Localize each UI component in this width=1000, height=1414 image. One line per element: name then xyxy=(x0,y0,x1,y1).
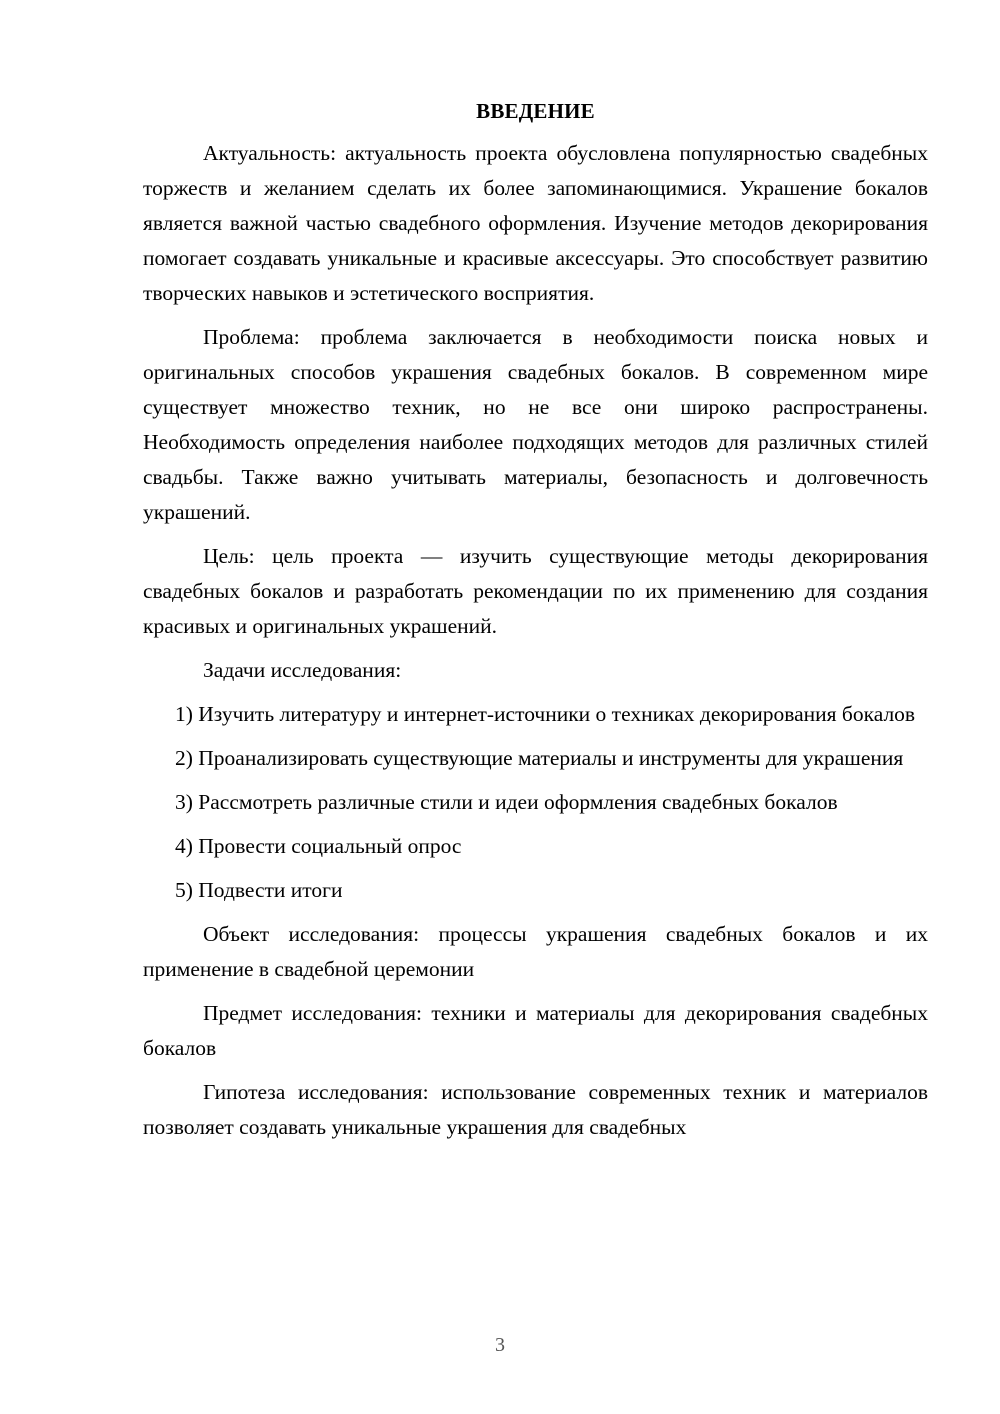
task-item-2: 2) Проанализировать существующие материалы и инструменты для украшения xyxy=(175,746,904,770)
task-item-1: 1) Изучить литературу и интернет-источники о техниках декорирования бокалов xyxy=(175,702,916,726)
relevance-paragraph: Актуальность: актуальность проекта обусловлена популярностью свадебных торжеств и желанием сделать их более запоминающимися. Украшение бокалов является важной частью свадебного оформления. Изучение методов декорирования помогает создавать уникальные и красивые аксессуары. Это способствует развитию творческих навыков и эстетического восприятия. xyxy=(143,141,928,305)
problem-paragraph: Проблема: проблема заключается в необходимости поиска новых и оригинальных способов украшения свадебных бокалов. В современном мире существует множество техник, но не все они широко распространены. Необходимость определения наиболее подходящих методов для различных стилей свадьбы. Также важно учитывать материалы, безопасность и долговечность украшений. xyxy=(143,325,928,524)
object-paragraph: Объект исследования: процессы украшения свадебных бокалов и их применение в свадебной церемонии xyxy=(143,922,928,981)
section-heading: ВВЕДЕНИЕ xyxy=(476,99,595,123)
hypothesis-paragraph: Гипотеза исследования: использование современных техник и материалов позволяет создавать уникальные украшения для свадебных xyxy=(143,1080,928,1139)
subject-paragraph: Предмет исследования: техники и материалы для декорирования свадебных бокалов xyxy=(143,1001,928,1060)
task-item-3: 3) Рассмотреть различные стили и идеи оформления свадебных бокалов xyxy=(175,790,838,814)
task-item-5: 5) Подвести итоги xyxy=(175,878,343,902)
tasks-title: Задачи исследования: xyxy=(203,658,402,682)
task-item-4: 4) Провести социальный опрос xyxy=(175,834,462,858)
page-number: 3 xyxy=(495,1334,505,1356)
page-content xyxy=(143,94,928,1154)
goal-paragraph: Цель: цель проекта — изучить существующие методы декорирования свадебных бокалов и разработать рекомендации по их применению для создания красивых и оригинальных украшений. xyxy=(143,544,928,638)
